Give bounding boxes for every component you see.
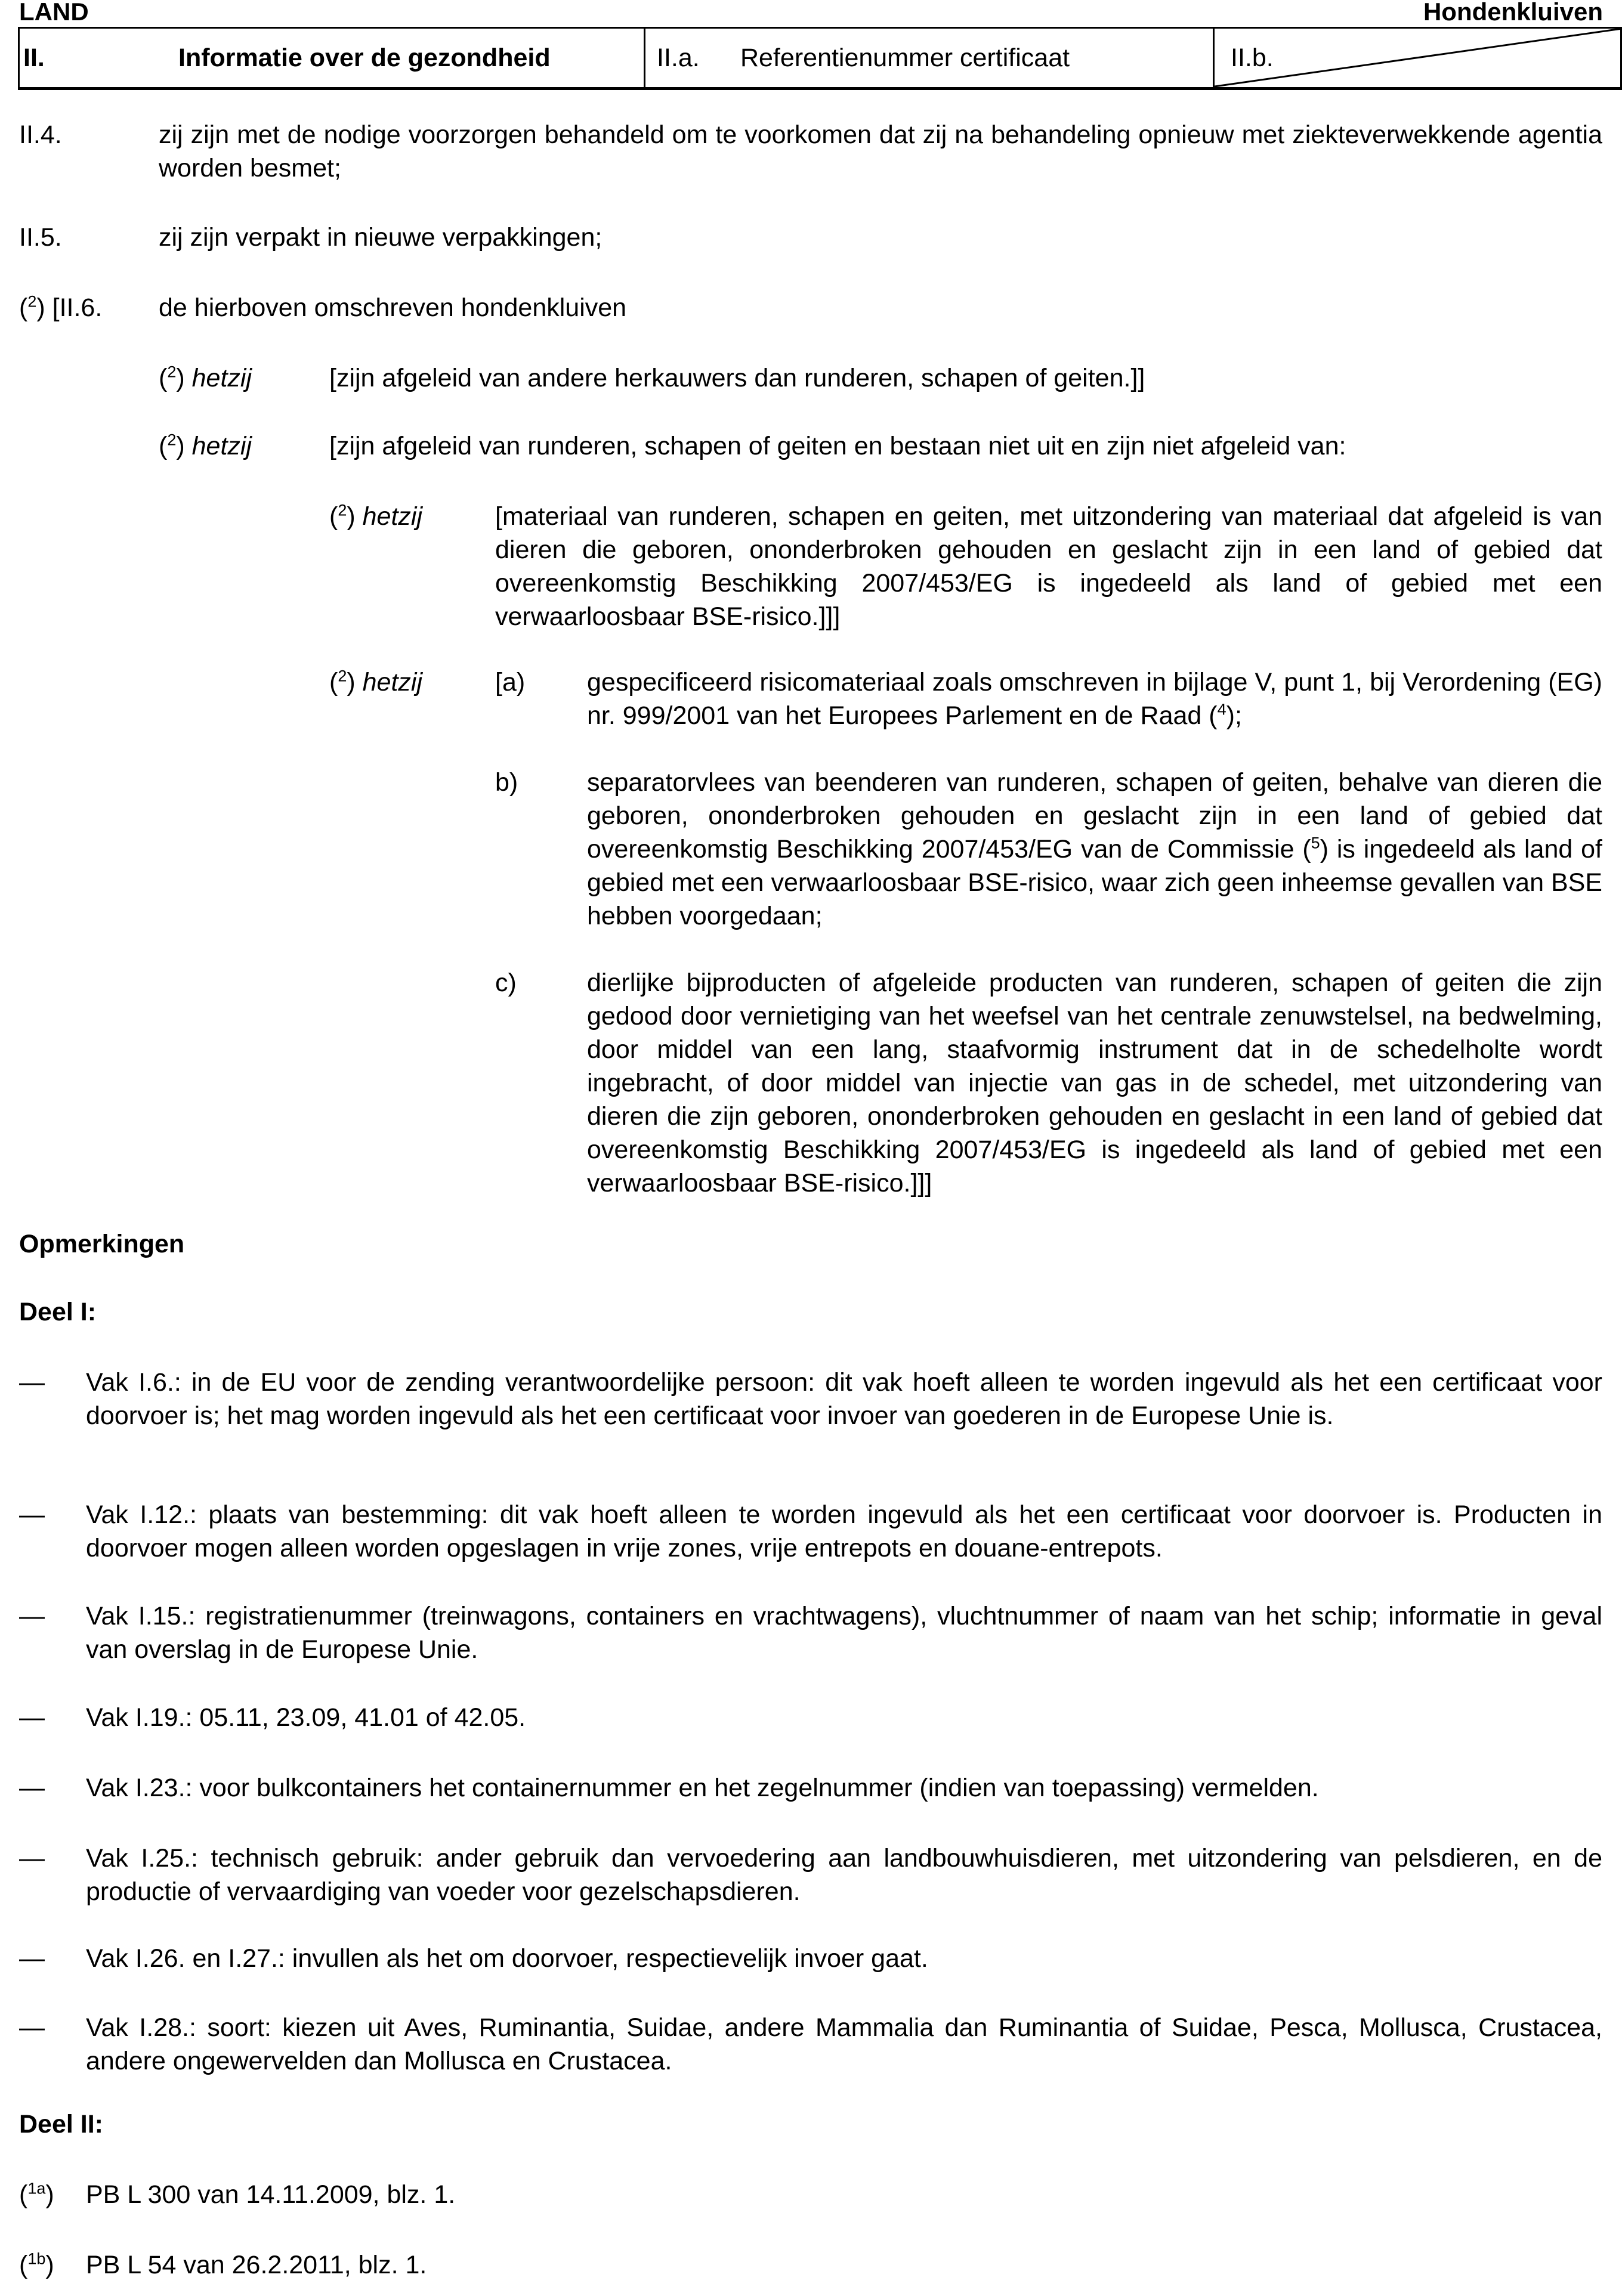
header-bottom-border [18,88,1622,90]
section-number-ii5: II.5. [19,223,62,252]
remark-item: Vak I.19.: 05.11, 23.09, 41.01 of 42.05. [86,1703,526,1732]
header-divider [644,29,645,87]
ref-label: Referentienummer certificaat [740,43,1070,72]
option-label: ($^2$) hetzij [159,363,252,392]
dash-bullet: — [19,1703,45,1732]
option-label: ($^2$) hetzij [159,431,252,460]
remark-item: Vak I.6.: in de EU voor de zending verantwoordelijke persoon: dit vak hoeft alleen te worden ingevuld als het een certificaat voor doorvoer is; het mag worden ingevuld als het een certificaat voor invoer van goederen in de Europese Unie is. [86,1368,1602,1430]
item-label-b: b) [495,768,518,797]
dash-bullet: — [19,1368,45,1397]
section-text-ii6: de hierboven omschreven hondenkluiven [159,293,627,322]
remark-item: Vak I.12.: plaats van bestemming: dit vak hoeft alleen te worden ingevuld als het een certificaat voor doorvoer is. Producten in doorvoer mogen alleen worden opgeslagen in vrije zones, vrije entrepots en douane-entrepots. [86,1500,1602,1562]
dash-bullet: — [19,1500,45,1529]
remarks-part2-title: Deel II: [19,2110,103,2139]
ref-code: II.a. [657,43,700,72]
footnote-marker: ($^{1a}$) [19,2179,54,2209]
option-text: [zijn afgeleid van runderen, schapen of geiten en bestaan niet uit en zijn niet afgeleid van: [329,432,1346,460]
dash-bullet: — [19,1944,45,1973]
item-label-a: [a) [495,668,526,697]
ref-b: II.b. [1231,43,1274,72]
footnote-marker: ($^{1b}$) [19,2249,54,2279]
sub-option-label: ($^2$) hetzij [329,667,423,697]
remarks-title: Opmerkingen [19,1230,185,1258]
remark-item: Vak I.23.: voor bulkcontainers het containernummer en het zegelnummer (indien van toepassing) vermelden. [86,1774,1319,1802]
remark-item: Vak I.26. en I.27.: invullen als het om doorvoer, respectievelijk invoer gaat. [86,1944,928,1973]
section-text-ii5: zij zijn verpakt in nieuwe verpakkingen; [159,223,603,252]
dash-bullet: — [19,2013,45,2042]
ref-b-diagonal [1215,29,1622,87]
remark-item: Vak I.25.: technisch gebruik: ander gebruik dan vervoedering aan landbouwhuisdieren, met uitzondering van pelsdieren, en de productie of vervaardiging van voeder voor gezelschapsdieren. [86,1844,1602,1906]
section-title: Informatie over de gezondheid [178,43,551,72]
dash-bullet: — [19,1844,45,1873]
section-number: II. [23,43,45,72]
item-text-b: separatorvlees van beenderen van runderen, schapen of geiten, behalve van dieren die geboren, ononderbroken gehouden en geslacht zijn in een land of gebied dat overeenkomstig Beschikking 2007/453/EG van de Commissie ($^5$) is ingedeeld als land of gebied met een verwaarloosbaar BSE-risico, waar zich geen inheemse gevallen van BSE hebben voorgedaan; [587,768,1602,930]
section-number-ii4: II.4. [19,120,62,149]
dash-bullet: — [19,1602,45,1630]
remark-item: Vak I.15.: registratienummer (treinwagons, containers en vrachtwagens), vluchtnummer of naam van het schip; informatie in geval van overslag in de Europese Unie. [86,1602,1602,1664]
item-text-c: dierlijke bijproducten of afgeleide producten van runderen, schapen of geiten die zijn gedood door vernietiging van het weefsel van het centrale zenuwstelsel, na bedwelming, door middel van een lang, staafvormig instrument dat in de schedelholte wordt ingebracht, of door middel van injectie van gas in de schedel, met uitzondering van dieren die zijn geboren, ononderbroken gehouden en geslacht in een land of gebied dat overeenkomstig Beschikking 2007/453/EG is ingedeeld als land of gebied met een verwaarloosbaar BSE-risico.]]] [587,968,1602,1197]
option-text: [zijn afgeleid van andere herkauwers dan runderen, schapen of geiten.]] [329,364,1145,392]
dash-bullet: — [19,1774,45,1802]
sub-option-label: ($^2$) hetzij [329,501,423,531]
section-number-ii6: ($^2$) [II.6. [19,292,103,322]
sub-option-text: [materiaal van runderen, schapen en geiten, met uitzondering van materiaal dat afgeleid is van dieren die geboren, ononderbroken gehouden en geslacht zijn in een land of gebied dat overeenkomstig Beschikking 2007/453/EG is ingedeeld als land of gebied met een verwaarloosbaar BSE-risico.]]] [495,502,1602,631]
country-label: LAND [19,0,89,26]
remarks-part1-title: Deel I: [19,1298,97,1326]
section-text-ii4: zij zijn met de nodige voorzorgen behandeld om te voorkomen dat zij na behandeling opnieuw met ziekteverwekkende agentia worden besmet; [159,120,1602,182]
footnote-text: PB L 300 van 14.11.2009, blz. 1. [86,2180,456,2209]
item-label-c: c) [495,968,517,997]
remark-item: Vak I.28.: soort: kiezen uit Aves, Ruminantia, Suidae, andere Mammalia dan Ruminantia of Suidae, Pesca, Mollusca, Crustacea, andere ongewervelden dan Mollusca en Crustacea. [86,2013,1602,2075]
certificate-header-row [18,27,1622,89]
product-label: Hondenkluiven [1423,0,1603,26]
item-text-a: gespecificeerd risicomateriaal zoals omschreven in bijlage V, punt 1, bij Verordening (EG) nr. 999/2001 van het Europees Parlement en de Raad ($^4$); [587,668,1602,730]
footnote-text: PB L 54 van 26.2.2011, blz. 1. [86,2251,427,2279]
